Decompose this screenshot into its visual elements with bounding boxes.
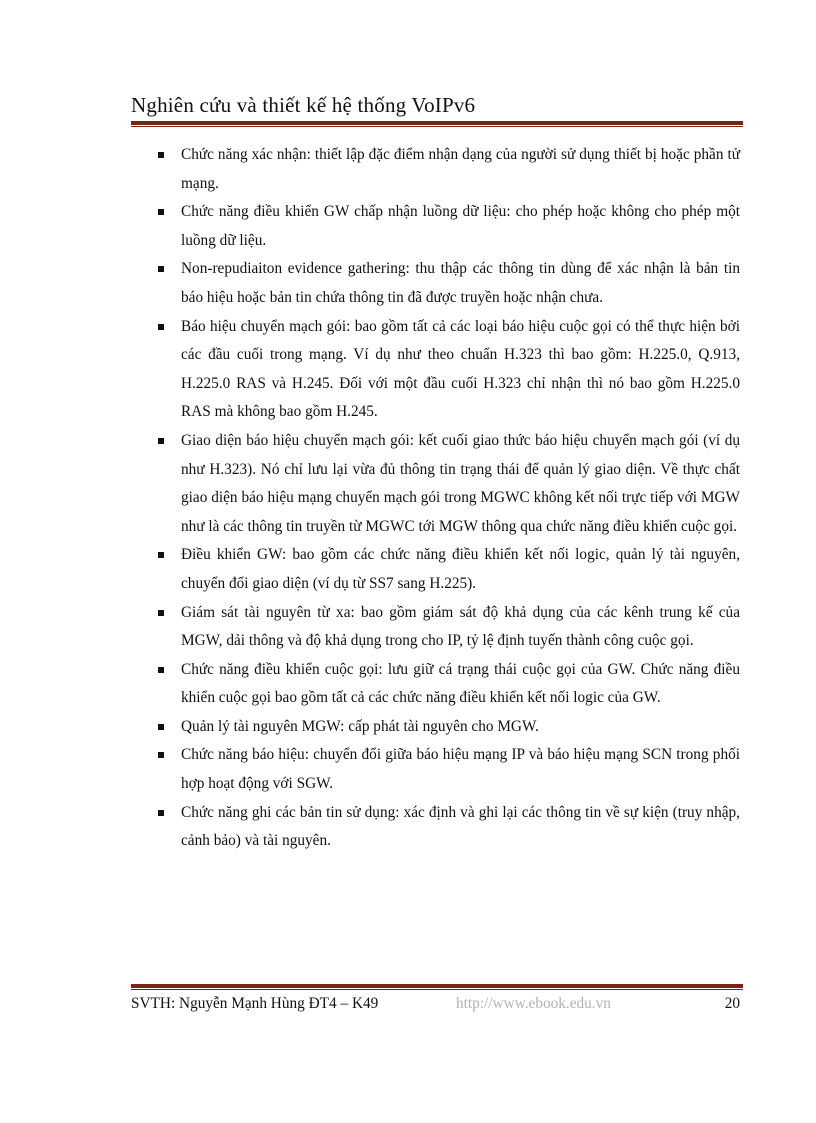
- list-item: [154, 198, 740, 255]
- bullet-list: [154, 141, 740, 856]
- footer-link[interactable]: http://www.ebook.edu.vn: [456, 995, 611, 1012]
- list-item-text: Chức năng xác nhận: thiết lập đặc điểm nhận dạng của người sử dụng thiết bị hoặc phần tử mạng.: [181, 146, 740, 192]
- list-item: [154, 741, 740, 798]
- square-bullet-icon: [158, 209, 164, 215]
- list-item: [154, 713, 740, 742]
- header-divider-thick: [131, 121, 743, 125]
- list-item: [154, 313, 740, 427]
- list-item-text: Quản lý tài nguyên MGW: cấp phát tài nguyên cho MGW.: [181, 717, 539, 735]
- list-item-text: Điều khiển GW: bao gồm các chức năng điều khiển kết nối logic, quản lý tài nguyên, chuyển đổi giao diện (ví dụ từ SS7 sang H.225).: [181, 546, 740, 592]
- list-item-text: Giao diện báo hiệu chuyển mạch gói: kết cuối giao thức báo hiệu chuyển mạch gói (ví dụ như H.323). Nó chỉ lưu lại vừa đủ thông tin trạng thái để quản lý giao diện. Về thực chất giao diện báo hiệu mạng chuyển mạch gói trong MGWC không kết nối trực tiếp với MGW như là các thông tin truyền từ MGWC tới MGW thông qua chức năng điều khiển cuộc gọi.: [181, 431, 740, 535]
- footer-divider: [131, 984, 743, 990]
- square-bullet-icon: [158, 438, 164, 444]
- header-divider: [131, 121, 743, 127]
- list-item-text: Chức năng điều khiển cuộc gọi: lưu giữ cá trạng thái cuộc gọi của GW. Chức năng điều khiển cuộc gọi bao gồm tất cả các chức năng điều khiển kết nối logic của GW.: [181, 660, 740, 707]
- square-bullet-icon: [158, 667, 164, 673]
- footer-divider-thin: [131, 989, 743, 990]
- list-item-text: Chức năng điều khiển GW chấp nhận luồng dữ liệu: cho phép hoặc không cho phép một luồng dữ liệu.: [181, 203, 740, 249]
- square-bullet-icon: [158, 152, 164, 158]
- list-item: [154, 541, 740, 598]
- list-item: [154, 656, 740, 713]
- list-item-text: Chức năng báo hiệu: chuyển đổi giữa báo hiệu mạng IP và báo hiệu mạng SCN trong phối hợp hoạt động với SGW.: [181, 746, 740, 793]
- square-bullet-icon: [158, 810, 164, 816]
- square-bullet-icon: [158, 266, 164, 272]
- square-bullet-icon: [158, 552, 164, 558]
- list-item: [154, 799, 740, 856]
- list-item: [154, 141, 740, 198]
- list-item-text: Giám sát tài nguyên từ xa: bao gồm giám sát độ khả dụng của các kênh trung kế của MGW, dải thông và độ khả dụng trong cho IP, tỷ lệ định tuyến thành công cuộc gọi.: [181, 603, 740, 650]
- footer-author: SVTH: Nguyễn Mạnh Hùng ĐT4 – K49: [131, 995, 379, 1012]
- list-item-text: Non-repudiaiton evidence gathering: thu thập các thông tin dùng để xác nhận là bản tin báo hiệu hoặc bản tin chứa thông tin đã được truyền hoặc nhận chưa.: [181, 260, 740, 306]
- list-item: [154, 599, 740, 656]
- list-item-text: Chức năng ghi các bản tin sử dụng: xác định và ghi lại các thông tin về sự kiện (truy nhập, cảnh bảo) và tài nguyên.: [181, 803, 740, 850]
- square-bullet-icon: [158, 610, 164, 616]
- square-bullet-icon: [158, 752, 164, 758]
- square-bullet-icon: [158, 324, 164, 330]
- square-bullet-icon: [158, 724, 164, 730]
- list-item: [154, 255, 740, 312]
- list-item: [154, 427, 740, 541]
- footer-divider-thick: [131, 984, 743, 988]
- page-number: 20: [724, 995, 740, 1012]
- page-header-title: Nghiên cứu và thiết kế hệ thống VoIPv6: [131, 93, 476, 117]
- header-divider-thin: [131, 126, 743, 127]
- list-item-text: Báo hiệu chuyển mạch gói: bao gồm tất cả các loại báo hiệu cuộc gọi có thể thực hiện bởi các đầu cuối trong mạng. Ví dụ như theo chuẩn H.323 thì bao gồm: H.225.0, Q.913, H.225.0 RAS và H.245. Đối với một đầu cuối H.323 chỉ nhận thì nó bao gồm H.225.0 RAS mà không bao gồm H.245.: [181, 317, 740, 421]
